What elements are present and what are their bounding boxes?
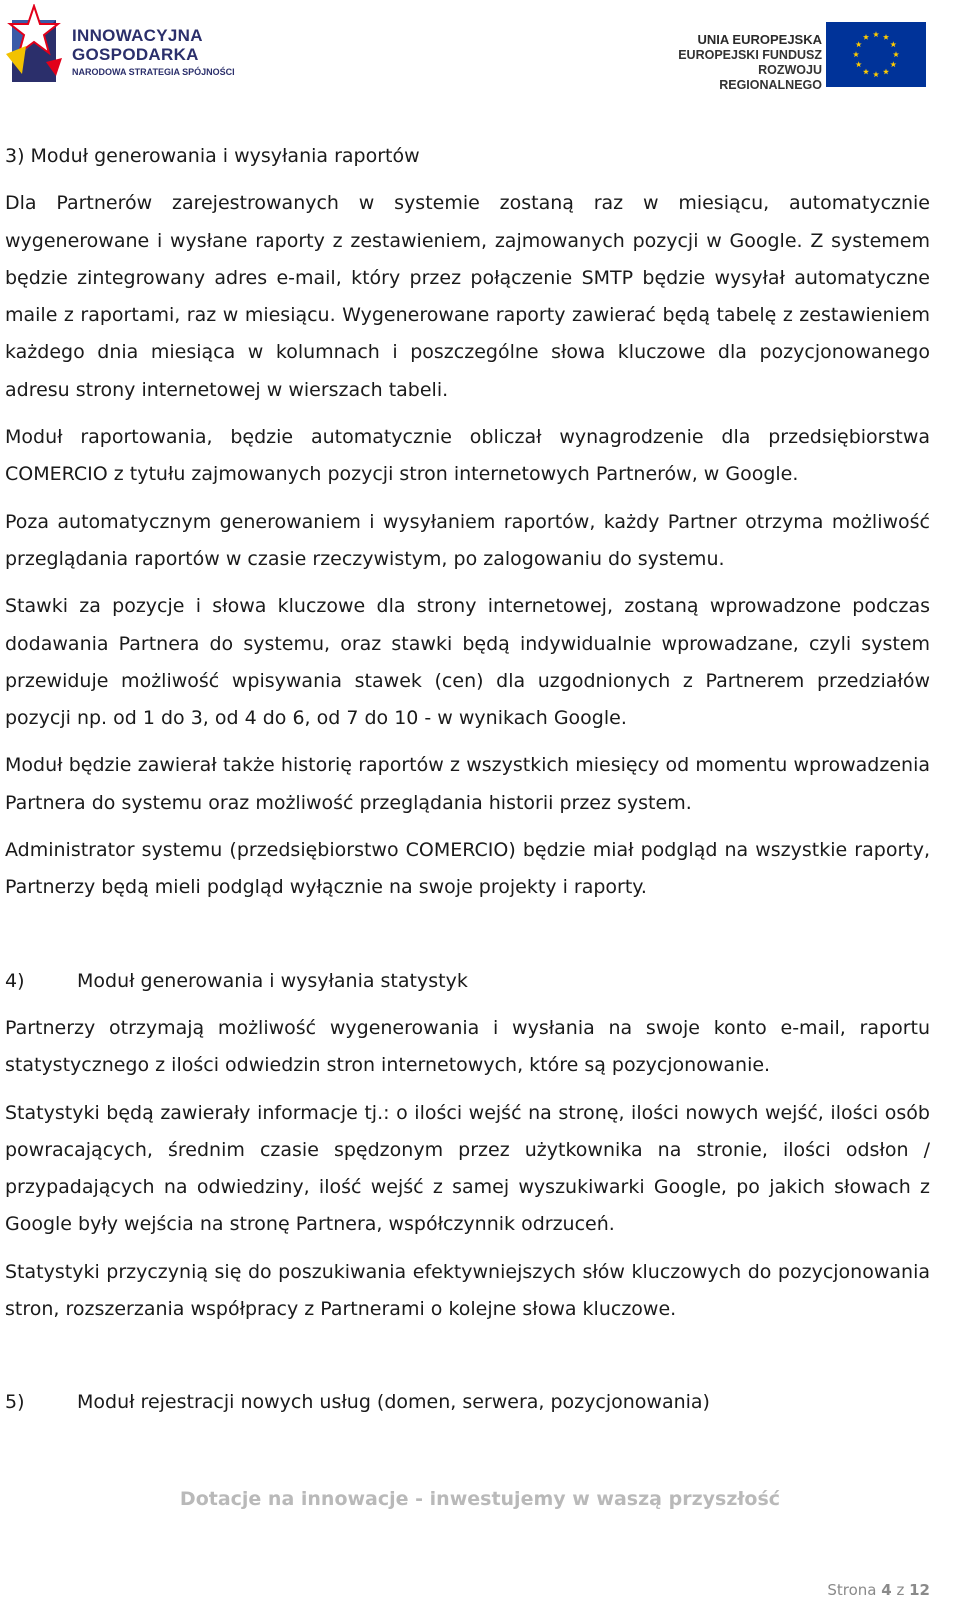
section-3-paragraph: Dla Partnerów zarejestrowanych w systemie zostaną raz w miesiącu, automatycznie wygenerowane i wysłane raporty z zestawieniem, zajmowanych pozycji w Google. Z systemem będzie zintegrowany adres e-mail, który przez połączenie SMTP będzie wysyłał automatyczne maile z raportami, raz w miesiącu. Wygenerowane raporty zawierać będą tabelę z zestawieniem każdego dnia miesiąca w kolumnach i poszczególne słowa kluczowe dla pozycjonowanego adresu strony internetowej w wierszach tabeli. [5, 192, 930, 401]
ig-logo-text [72, 26, 235, 78]
ig-logo-line1: INNOWACYJNA [72, 26, 203, 45]
eu-logo-line3: ROZWOJU REGIONALNEGO [719, 63, 822, 92]
eu-logo-line2: EUROPEJSKI FUNDUSZ [678, 48, 822, 62]
eu-logo-text [660, 32, 822, 93]
section-3-paragraph: Moduł będzie zawierał także historię raportów z wszystkich miesięcy od momentu wprowadzenia Partnera do systemu oraz możliwość przeglądania historii przez system. [5, 754, 930, 814]
page-number [827, 1581, 930, 1599]
section-3-heading: 3) Moduł generowania i wysyłania raportów [5, 145, 420, 167]
page-header [0, 0, 960, 100]
section-3-paragraph: Moduł raportowania, będzie automatycznie obliczał wynagrodzenie dla przedsiębiorstwa COMERCIO z tytułu zajmowanych pozycji stron internetowych Partnerów, w Google. [5, 426, 930, 486]
section-3-paragraph: Poza automatycznym generowaniem i wysyłaniem raportów, każdy Partner otrzyma możliwość przeglądania raportów w czasie rzeczywistym, po zalogowaniu do systemu. [5, 510, 930, 570]
section-5-title: Moduł rejestracji nowych usług (domen, serwera, pozycjonowania) [77, 1391, 710, 1414]
innowacyjna-gospodarka-logo [6, 4, 246, 86]
section-4-heading [5, 963, 930, 1000]
document-body [5, 138, 930, 1432]
footer-slogan: Dotacje na innowacje - inwestujemy w waszą przyszłość [179, 1488, 781, 1510]
eu-flag-icon [826, 22, 926, 87]
page-total: 12 [909, 1581, 930, 1599]
eu-logo-line1: UNIA EUROPEJSKA [697, 32, 822, 47]
section-4-paragraph: Partnerzy otrzymają możliwość wygenerowania i wysłania na swoje konto e-mail, raportu statystycznego z ilości odwiedzin stron internetowych, które są pozycjonowanie. [5, 1016, 930, 1077]
page-sep: z [896, 1581, 905, 1599]
section-3-paragraph: Administrator systemu (przedsiębiorstwo COMERCIO) będzie miał podgląd na wszystkie raporty, Partnerzy będą mieli podgląd wyłącznie na swoje projekty i raporty. [5, 839, 930, 899]
section-3-paragraph: Stawki za pozycje i słowa kluczowe dla strony internetowej, zostaną wprowadzone podczas dodawania Partnera do systemu, oraz stawki będą indywidualnie wprowadzane, czyli system przewiduje możliwość wpisywania stawek (cen) dla uzgodnionych z Partnerem przedziałów pozycji np. od 1 do 3, od 4 do 6, od 7 do 10 - w wynikach Google. [5, 595, 930, 730]
section-4-number: 4) [5, 969, 25, 992]
eu-logo [660, 22, 950, 92]
section-5-number: 5) [5, 1391, 25, 1414]
page-current: 4 [881, 1581, 892, 1599]
section-5-heading [5, 1384, 930, 1421]
section-4-paragraph: Statystyki będą zawierały informacje tj.: o ilości wejść na stronę, ilości nowych wejść, ilości osób powracających, średnim czasie spędzonym przez użytkownika na stronie, ilości odsłon / przypadających na odwiedziny, ilość wejść z samej wyszukiwarki Google, po jakich słowach z Google były wejścia na stronę Partnera, współczynnik odrzuceń. [5, 1101, 930, 1236]
section-4-paragraph: Statystyki przyczynią się do poszukiwania efektywniejszych słów kluczowych do pozycjonowania stron, rozszerzania współpracy z Partnerami o kolejne słowa kluczowe. [5, 1260, 930, 1321]
page-prefix: Strona [827, 1581, 877, 1599]
ig-logo-mark-icon [6, 4, 66, 86]
ig-logo-line3: NARODOWA STRATEGIA SPÓJNOŚCI [72, 67, 235, 77]
ig-logo-line2: GOSPODARKA [72, 45, 199, 64]
section-4-title: Moduł generowania i wysyłania statystyk [77, 969, 468, 992]
